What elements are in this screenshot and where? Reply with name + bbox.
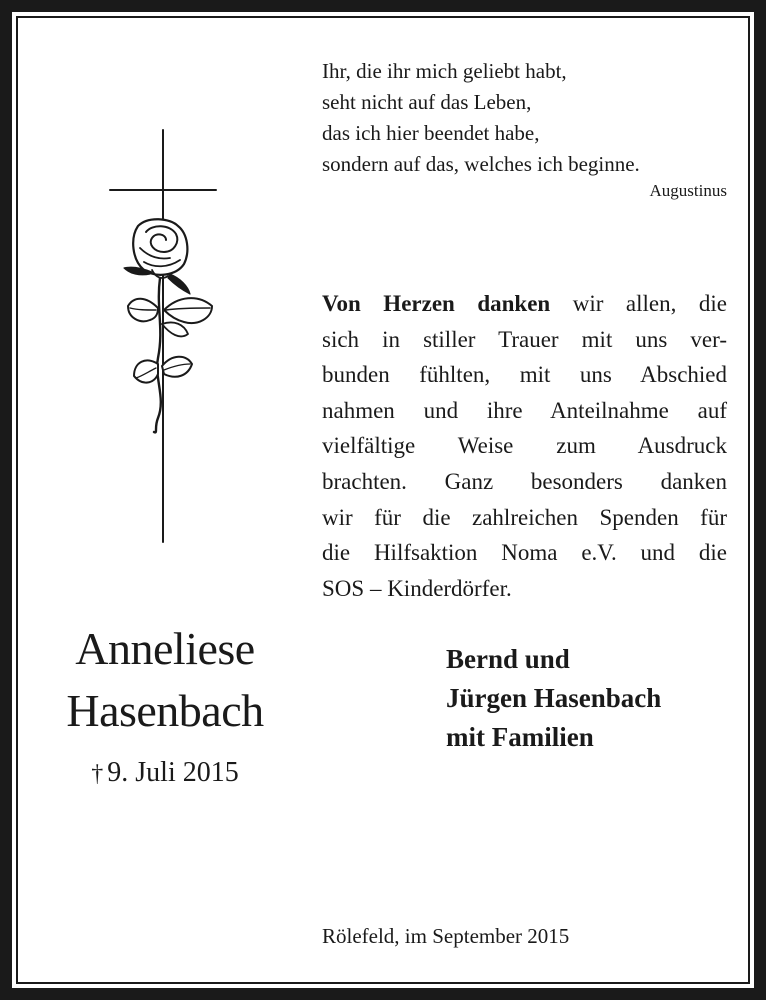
dagger-icon: † <box>91 761 104 787</box>
death-date-line <box>20 755 310 792</box>
poem-line: Ihr, die ihr mich geliebt habt, <box>322 59 567 83</box>
poem-block <box>322 56 727 203</box>
thanks-line: SOS – Kinderdörfer. <box>322 575 512 601</box>
deceased-last-name: Hasenbach <box>66 685 264 736</box>
signers-block <box>446 640 746 757</box>
thanks-line: sich in stiller Trauer mit uns ver- <box>322 326 727 352</box>
thanks-line: brachten. Ganz besonders danken <box>322 468 727 494</box>
death-date: 9. Juli 2015 <box>107 757 239 788</box>
poem-line: sondern auf das, welches ich beginne. <box>322 152 640 176</box>
thanks-bold-intro: Von Herzen danken <box>322 291 551 316</box>
poem-line: das ich hier beendet habe, <box>322 121 540 145</box>
place-date: Rölefeld, im September 2015 <box>322 924 570 948</box>
deceased-first-name: Anneliese <box>75 623 255 674</box>
thanks-line: die Hilfsaktion Noma e.V. und die <box>322 540 727 566</box>
signer-line: Jürgen Hasenbach <box>446 683 662 713</box>
signer-line: mit Familien <box>446 722 594 752</box>
thanks-line: bunden fühlten, mit uns Abschied <box>322 362 727 388</box>
thanks-paragraph <box>322 286 727 606</box>
poem-line: seht nicht auf das Leben, <box>322 90 532 114</box>
poem-author: Augustinus <box>649 181 727 200</box>
signer-line: Bernd und <box>446 644 570 674</box>
thanks-line: vielfältige Weise zum Ausdruck <box>322 433 727 459</box>
thanks-line: wir für die zahlreichen Spenden für <box>322 504 727 530</box>
thanks-line <box>322 286 727 322</box>
thanks-line-text: wir allen, die <box>550 291 727 316</box>
thanks-line: nahmen und ihre Anteilnahme auf <box>322 397 727 423</box>
cross-with-rose-icon <box>100 128 230 544</box>
